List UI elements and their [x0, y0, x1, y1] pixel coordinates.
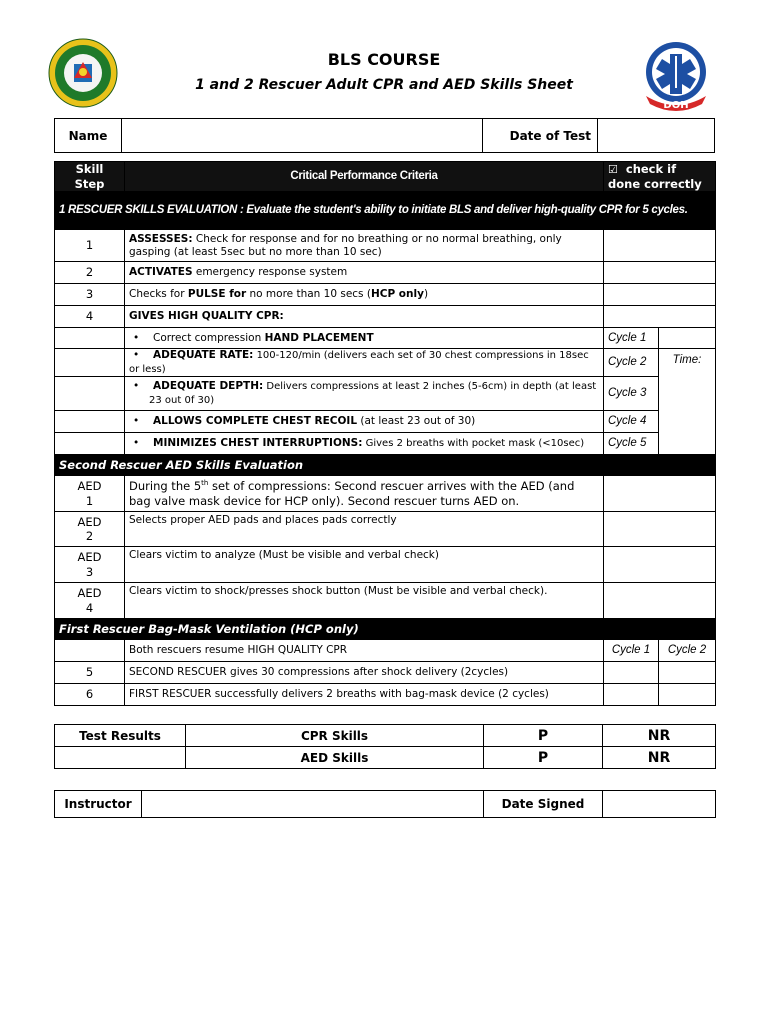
criteria-cell: • ADEQUATE RATE: 100-120/min (delivers each set of 30 chest compressions in 18sec or less): [125, 349, 604, 377]
criteria-cell: ACTIVATES emergency response system: [125, 262, 604, 284]
skills-table: [54, 161, 716, 706]
instructor-label: Instructor: [55, 791, 142, 818]
table-row: [55, 747, 716, 769]
criteria-cell: GIVES HIGH QUALITY CPR:: [125, 306, 604, 328]
table-row: 1 ASSESSES: Check for response and for no breathing or no normal breathing, only gasping (at least 5sec but no more than 10 sec): [55, 230, 716, 262]
date-signed-field[interactable]: [603, 791, 716, 818]
name-date-table: [54, 118, 715, 153]
section-one-rescuer: 1 RESCUER SKILLS EVALUATION : Evaluate the student's ability to initiate BLS and deliver high-quality CPR for 5 cycles.: [55, 192, 716, 230]
result-skill: AED Skills: [186, 747, 484, 769]
table-row: 5 SECOND RESCUER gives 30 compressions after shock delivery (2cycles): [55, 662, 716, 684]
page-subtitle: 1 and 2 Rescuer Adult CPR and AED Skills Sheet: [195, 77, 573, 93]
not-ready-option[interactable]: NR: [603, 725, 716, 747]
criteria-cell: Both rescuers resume HIGH QUALITY CPR: [125, 640, 604, 662]
cycle-cell[interactable]: Cycle 1: [604, 328, 659, 349]
instructor-field[interactable]: [142, 791, 484, 818]
table-row: AED 1 During the 5th set of compressions: Second rescuer arrives with the AED (and bag valve mask device for HCP only). Second rescuer turns AED on.: [55, 476, 716, 512]
pass-option[interactable]: P: [484, 747, 603, 769]
criteria-cell: • Correct compression HAND PLACEMENT: [125, 328, 604, 349]
cycle-cell[interactable]: Cycle 2: [659, 640, 716, 662]
criteria-cell: • MINIMIZES CHEST INTERRUPTIONS: Gives 2 breaths with pocket mask (<10sec): [125, 433, 604, 455]
table-row: [55, 433, 716, 455]
check-cell[interactable]: [604, 583, 716, 619]
check-cell[interactable]: [604, 662, 659, 684]
svg-text:DOH: DOH: [663, 100, 689, 111]
check-cell[interactable]: [604, 547, 716, 583]
table-row: [55, 725, 716, 747]
checkbox-icon: ☑: [608, 163, 618, 176]
instructor-table: [54, 790, 716, 818]
check-cell[interactable]: [604, 476, 716, 512]
doh-seal-logo: [48, 38, 118, 108]
check-cell[interactable]: [604, 262, 716, 284]
check-cell[interactable]: [604, 512, 716, 547]
result-skill: CPR Skills: [186, 725, 484, 747]
cycle-cell[interactable]: Cycle 3: [604, 377, 659, 411]
bullet-icon: •: [133, 331, 140, 344]
criteria-cell: • ALLOWS COMPLETE CHEST RECOIL (at least 23 out of 30): [125, 411, 604, 433]
criteria-cell: Clears victim to shock/presses shock button (Must be visible and verbal check).: [125, 583, 604, 619]
table-row: AED 4 Clears victim to shock/presses shock button (Must be visible and verbal check).: [55, 583, 716, 619]
test-results-label: Test Results: [55, 725, 186, 747]
date-signed-label: Date Signed: [484, 791, 603, 818]
table-row: [55, 791, 716, 818]
table-row: 6 FIRST RESCUER successfully delivers 2 breaths with bag-mask device (2 cycles): [55, 684, 716, 706]
time-cell[interactable]: [659, 328, 716, 349]
table-header-row: [55, 162, 716, 192]
cycle-cell[interactable]: Cycle 1: [604, 640, 659, 662]
date-of-test-label: Date of Test: [483, 119, 598, 153]
check-cell[interactable]: [604, 230, 716, 262]
table-row: [55, 377, 716, 411]
section-bag-mask: First Rescuer Bag-Mask Ventilation (HCP only): [55, 619, 716, 640]
test-results-table: [54, 724, 716, 769]
criteria-cell: Selects proper AED pads and places pads correctly: [125, 512, 604, 547]
date-of-test-field[interactable]: [598, 119, 715, 153]
criteria-cell: SECOND RESCUER gives 30 compressions after shock delivery (2cycles): [125, 662, 604, 684]
check-cell[interactable]: [604, 284, 716, 306]
cycle-cell[interactable]: Cycle 4: [604, 411, 659, 433]
bullet-icon: •: [133, 349, 140, 362]
table-row: 3 Checks for PULSE for no more than 10 secs (HCP only): [55, 284, 716, 306]
table-row: 2 ACTIVATES emergency response system: [55, 262, 716, 284]
bullet-icon: •: [133, 436, 140, 449]
skill-step-header: Skill Step: [55, 162, 125, 192]
criteria-cell: Checks for PULSE for no more than 10 secs (HCP only): [125, 284, 604, 306]
time-label[interactable]: Time:: [659, 349, 716, 455]
table-row: [55, 328, 716, 349]
name-label: Name: [55, 119, 122, 153]
bullet-icon: •: [133, 380, 140, 393]
page-title: BLS COURSE: [327, 50, 441, 69]
bullet-icon: •: [133, 415, 140, 428]
table-row: [55, 349, 716, 377]
criteria-cell: • ADEQUATE DEPTH: Delivers compressions at least 2 inches (5-6cm) in depth (at least 23 out 0f 30): [125, 377, 604, 411]
table-row: [55, 411, 716, 433]
criteria-cell: During the 5th set of compressions: Second rescuer arrives with the AED (and bag valve mask device for HCP only). Second rescuer turns AED on.: [125, 476, 604, 512]
section-aed: Second Rescuer AED Skills Evaluation: [55, 455, 716, 476]
name-field[interactable]: [122, 119, 483, 153]
criteria-cell: Clears victim to analyze (Must be visible and verbal check): [125, 547, 604, 583]
criteria-cell: ASSESSES: Check for response and for no breathing or no normal breathing, only gasping (at least 5sec but no more than 10 sec): [125, 230, 604, 262]
table-row: AED 2 Selects proper AED pads and places pads correctly: [55, 512, 716, 547]
check-cell[interactable]: [659, 684, 716, 706]
check-cell[interactable]: [659, 662, 716, 684]
table-row: AED 3 Clears victim to analyze (Must be visible and verbal check): [55, 547, 716, 583]
table-row: [55, 640, 716, 662]
criteria-header: Critical Performance Criteria: [125, 162, 604, 192]
check-header: ☑ check if done correctly: [604, 162, 716, 192]
cycle-cell[interactable]: Cycle 2: [604, 349, 659, 377]
not-ready-option[interactable]: NR: [603, 747, 716, 769]
check-cell[interactable]: [604, 684, 659, 706]
criteria-cell: FIRST RESCUER successfully delivers 2 breaths with bag-mask device (2 cycles): [125, 684, 604, 706]
table-row: 4 GIVES HIGH QUALITY CPR:: [55, 306, 716, 328]
check-cell[interactable]: [604, 306, 716, 328]
cycle-cell[interactable]: Cycle 5: [604, 433, 659, 455]
pass-option[interactable]: P: [484, 725, 603, 747]
